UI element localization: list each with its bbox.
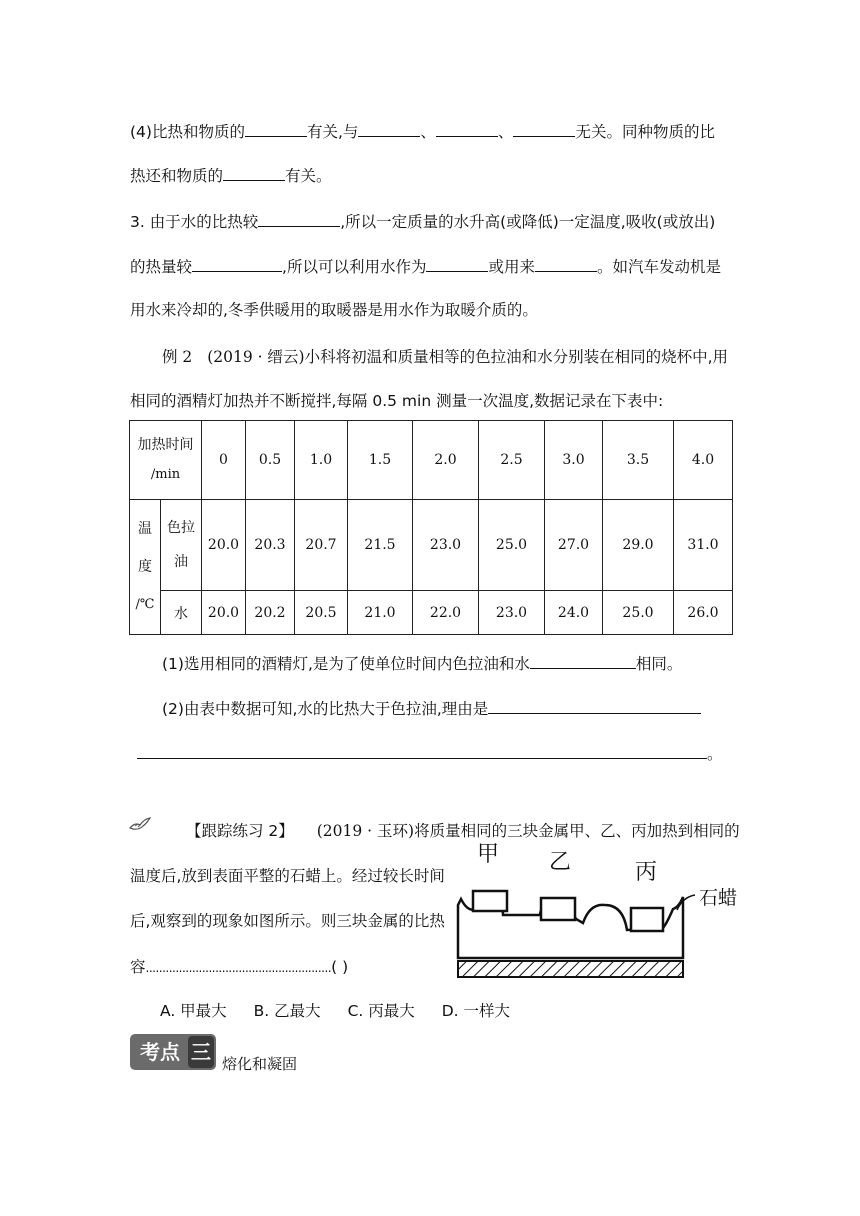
time-cell: 1.0 bbox=[295, 421, 348, 500]
label-jia: 甲 bbox=[477, 842, 500, 867]
water-value-cell: 20.2 bbox=[246, 591, 295, 635]
water-value-cell: 23.0 bbox=[479, 591, 545, 635]
practice-text-4: 容 bbox=[130, 958, 146, 976]
header-unit: /min bbox=[150, 467, 181, 482]
time-cell: 3.0 bbox=[545, 421, 603, 500]
q4-line-2 bbox=[130, 164, 332, 186]
q4-text-a: (4)比热和物质的 bbox=[130, 123, 245, 141]
oil-value-cell: 21.5 bbox=[348, 500, 413, 591]
leader-dots: ........................................................ bbox=[145, 961, 332, 975]
sub1-text-a: (1)选用相同的酒精灯,是为了使单位时间内色拉油和水 bbox=[162, 655, 530, 673]
q4-text-f: 热还和物质的 bbox=[130, 167, 224, 185]
q4-text-e: 无关。同种物质的比 bbox=[575, 123, 715, 141]
sub1-line bbox=[162, 652, 682, 674]
q3-text-e: 或用来 bbox=[488, 258, 535, 276]
blank[interactable] bbox=[223, 166, 285, 181]
answer-paren[interactable]: ( ) bbox=[331, 958, 349, 976]
oil-value-cell: 20.7 bbox=[295, 500, 348, 591]
temp-label: 温 bbox=[138, 521, 152, 537]
temp-unit: /℃ bbox=[135, 597, 155, 612]
oil-value-cell: 25.0 bbox=[479, 500, 545, 591]
oil-label: 油 bbox=[174, 554, 188, 570]
time-cell: 2.5 bbox=[479, 421, 545, 500]
badge-left: 考点 bbox=[140, 1040, 180, 1064]
oil-value-cell: 27.0 bbox=[545, 500, 603, 591]
time-cell: 1.5 bbox=[348, 421, 413, 500]
oil-value-cell: 20.0 bbox=[202, 500, 246, 591]
table-row-water bbox=[130, 591, 733, 635]
section-title: 熔化和凝固 bbox=[222, 1055, 298, 1073]
time-cell: 4.0 bbox=[674, 421, 733, 500]
oil-value-cell: 20.3 bbox=[246, 500, 295, 591]
blank[interactable] bbox=[535, 257, 597, 272]
option-b[interactable]: B. 乙最大 bbox=[253, 1002, 321, 1020]
water-value-cell: 26.0 bbox=[674, 591, 733, 635]
practice-text-1: 将质量相同的三块金属甲、乙、丙加热到相同的 bbox=[414, 822, 740, 840]
q4-text-g: 有关。 bbox=[285, 167, 332, 185]
practice-label: 【跟踪练习 2】 bbox=[186, 822, 294, 840]
oil-value-cell: 31.0 bbox=[674, 500, 733, 591]
hatched-base bbox=[458, 961, 683, 977]
header-time-cell bbox=[130, 421, 202, 500]
q3-text-g: 用水来冷却的,冬季供暖用的取暖器是用水作为取暖介质的。 bbox=[130, 301, 538, 319]
water-value-cell: 22.0 bbox=[413, 591, 479, 635]
time-cell: 0 bbox=[202, 421, 246, 500]
temp-label: 度 bbox=[138, 559, 152, 575]
q4-line-1 bbox=[130, 120, 715, 142]
practice-line-3 bbox=[130, 909, 445, 931]
blank[interactable] bbox=[426, 257, 488, 272]
sub2-line bbox=[162, 697, 701, 719]
blank[interactable] bbox=[137, 744, 707, 759]
example-label: 例 2 bbox=[162, 348, 193, 366]
sub2-line-2 bbox=[137, 742, 723, 764]
blank[interactable] bbox=[192, 257, 282, 272]
blank[interactable] bbox=[530, 654, 636, 669]
example-source: (2019 · 缙云) bbox=[207, 348, 305, 366]
option-c[interactable]: C. 丙最大 bbox=[347, 1002, 415, 1020]
q3-text-b: ,所以一定质量的水升高(或降低)一定温度,吸收(或放出) bbox=[340, 213, 716, 231]
water-label-cell: 水 bbox=[161, 591, 202, 635]
table-row-oil bbox=[130, 500, 733, 591]
q3-line-3 bbox=[130, 298, 538, 320]
q4-text-b: 有关,与 bbox=[306, 123, 359, 141]
time-cell: 0.5 bbox=[246, 421, 295, 500]
q3-line-1 bbox=[130, 210, 715, 232]
q4-text-c: 、 bbox=[420, 123, 436, 141]
water-value-cell: 21.0 bbox=[348, 591, 413, 635]
water-value-cell: 20.0 bbox=[202, 591, 246, 635]
blank[interactable] bbox=[513, 122, 575, 137]
example-text-2: 相同的酒精灯加热并不断搅拌,每隔 0.5 min 测量一次温度,数据记录在下表中: bbox=[130, 392, 664, 410]
water-value-cell: 24.0 bbox=[545, 591, 603, 635]
practice-text-2: 温度后,放到表面平整的石蜡上。经过较长时间 bbox=[130, 867, 445, 885]
metal-block-jia bbox=[473, 891, 507, 911]
example-line-2 bbox=[130, 389, 663, 411]
practice-line-4 bbox=[130, 955, 348, 977]
blank[interactable] bbox=[488, 699, 701, 714]
practice-text-3: 后,观察到的现象如图所示。则三块金属的比热 bbox=[130, 912, 445, 930]
header-label: 加热时间 bbox=[137, 437, 194, 453]
badge-right: 三 bbox=[188, 1036, 214, 1068]
data-table bbox=[129, 420, 733, 635]
blank[interactable] bbox=[436, 122, 498, 137]
oil-value-cell: 23.0 bbox=[413, 500, 479, 591]
label-wax: 石蜡 bbox=[699, 887, 738, 909]
sub1-text-b: 相同。 bbox=[635, 655, 683, 673]
practice-source: (2019 · 玉环) bbox=[316, 822, 415, 840]
option-d[interactable]: D. 一样大 bbox=[441, 1002, 510, 1020]
time-cell: 2.0 bbox=[413, 421, 479, 500]
sub2-text-a: (2)由表中数据可知,水的比热大于色拉油,理由是 bbox=[162, 700, 489, 718]
bird-icon bbox=[129, 816, 151, 834]
metal-block-yi bbox=[541, 898, 575, 920]
q3-text-c: 的热量较 bbox=[130, 258, 193, 276]
blank[interactable] bbox=[358, 122, 420, 137]
oil-value-cell: 29.0 bbox=[603, 500, 674, 591]
options-row bbox=[160, 999, 510, 1021]
sub2-end: 。 bbox=[707, 745, 723, 763]
blank[interactable] bbox=[245, 122, 307, 137]
metal-block-bing bbox=[631, 908, 663, 931]
label-yi: 乙 bbox=[549, 850, 572, 875]
q3-line-2 bbox=[130, 255, 721, 277]
oil-label-cell bbox=[161, 500, 202, 591]
q3-text-a: 3. 由于水的比热较 bbox=[130, 213, 259, 231]
blank[interactable] bbox=[258, 212, 340, 227]
section-badge bbox=[130, 1034, 216, 1070]
time-cell: 3.5 bbox=[603, 421, 674, 500]
practice-line-2 bbox=[130, 864, 445, 886]
temp-label-cell bbox=[130, 500, 161, 635]
q3-text-f: 。如汽车发动机是 bbox=[596, 258, 721, 276]
q3-text-d: ,所以可以利用水作为 bbox=[282, 258, 427, 276]
example-text-1: 小科将初温和质量相等的色拉油和水分别装在相同的烧杯中,用 bbox=[304, 348, 728, 366]
label-bing: 丙 bbox=[635, 860, 658, 885]
q4-text-d: 、 bbox=[497, 123, 514, 141]
option-a[interactable]: A. 甲最大 bbox=[160, 1002, 227, 1020]
water-value-cell: 20.5 bbox=[295, 591, 348, 635]
water-value-cell: 25.0 bbox=[603, 591, 674, 635]
example-line-1 bbox=[162, 345, 728, 367]
oil-label: 色拉 bbox=[167, 520, 195, 536]
wax-figure bbox=[445, 835, 760, 985]
table-header-row bbox=[130, 421, 733, 500]
